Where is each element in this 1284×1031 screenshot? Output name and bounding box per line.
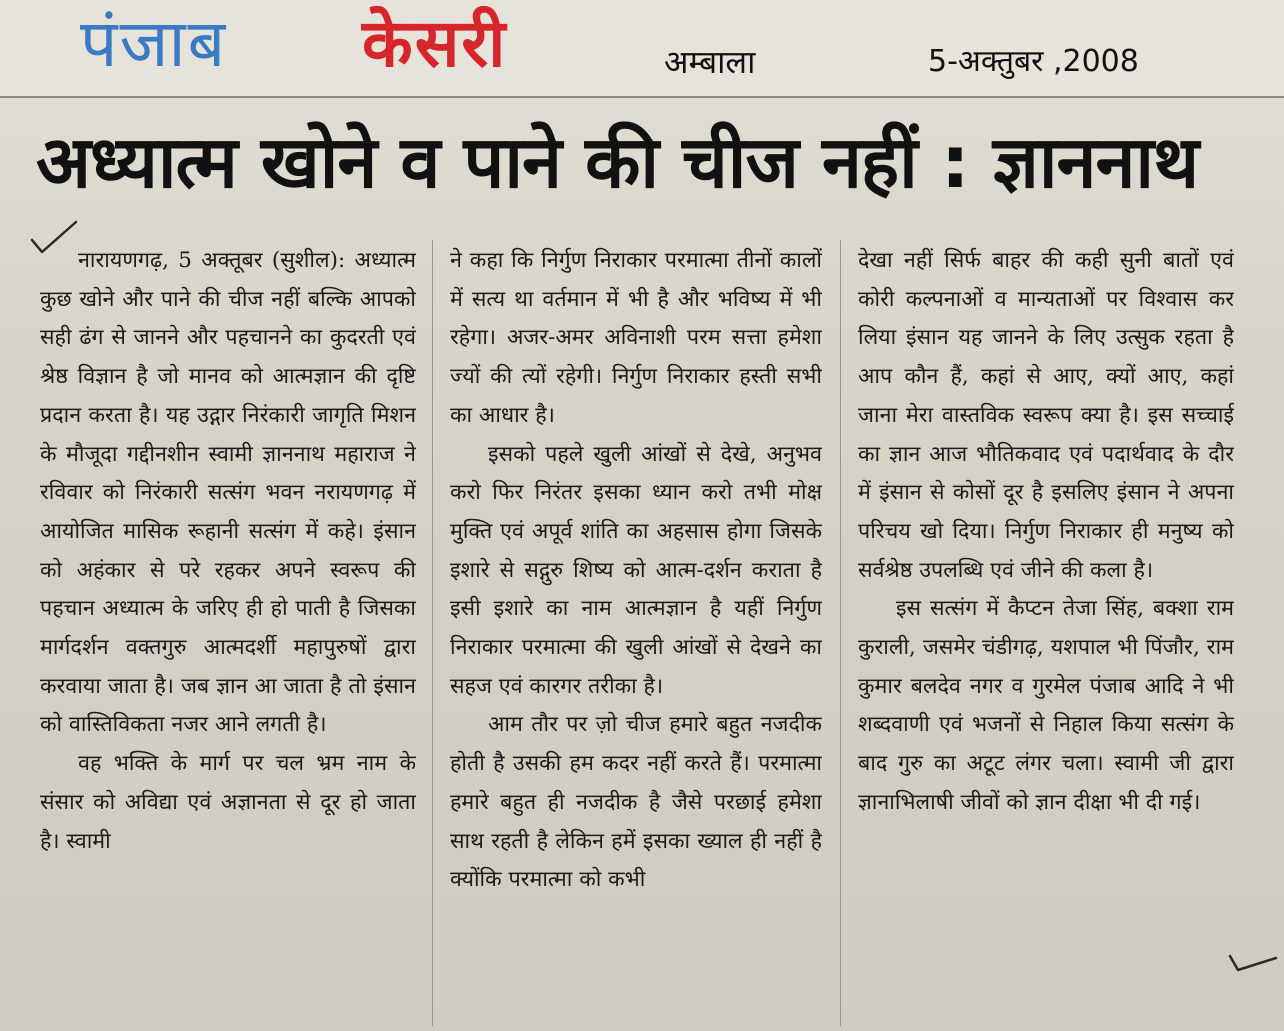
article-paragraph: देखा नहीं सिर्फ बाहर की कही सुनी बातों एवं कोरी कल्पनाओं व मान्यताओं पर विश्वास कर लिया इंसान यह जानने के लिए उत्सुक रहता है आप कौन हैं, कहां से आए, क्यों आए, कहां जाना मेरा वास्तविक स्वरूप क्या है। इस सच्चाई का ज्ञान आज भौतिकवाद एवं पदार्थवाद के दौर में इंसान से कोसों दूर है इसलिए इंसान ने अपना परिचय खो दिया। निर्गुण निराकार ही मनुष्य को सर्वश्रेष्ठ उपलब्धि एवं जीने की कला है।	[858, 248, 1234, 583]
column-divider	[432, 240, 433, 1026]
handwritten-tick-icon	[1226, 938, 1280, 982]
article-column-1	[40, 242, 416, 1027]
masthead	[0, 0, 1284, 98]
article-paragraph: ने कहा कि निर्गुण निराकार परमात्मा तीनों कालों में सत्य था वर्तमान में भी है और भविष्य में भी रहेगा। अजर-अमर अविनाशी परम सत्ता हमेशा ज्यों की त्यों रहेगी। निर्गुण निराकार हस्ती सभी का आधार है।	[450, 248, 822, 428]
edition-city: अम्बाला	[664, 43, 756, 81]
article-paragraph: इसको पहले खुली आंखों से देखे, अनुभव करो फिर निरंतर इसका ध्यान करो तभी मोक्ष मुक्ति एवं अपूर्व शांति का अहसास होगा जिसके इशारे से सद्गुरु शिष्य को आत्म-दर्शन कराता है इसी इशारे का नाम आत्मज्ञान है यहीं निर्गुण निराकार परमात्मा की खुली आंखों से देखने का सहज एवं कारगर तरीका है।	[450, 441, 822, 699]
article-column-2	[450, 242, 822, 1027]
article-paragraph: इस सत्संग में कैप्टन तेजा सिंह, बक्शा राम कुराली, जसमेर चंडीगढ़, यशपाल भी पिंजौर, राम कुमार बलदेव नगर व गुरमेल पंजाब आदि ने भी शब्दवाणी एवं भजनों से निहाल किया सत्संग के बाद गुरु का अटूट लंगर चला। स्वामी जी द्वारा ज्ञानाभिलाषी जीवों को ज्ञान दीक्षा भी दी गई।	[858, 596, 1234, 815]
article-headline: अध्यात्म खोने व पाने की चीज नहीं : ज्ञाननाथ	[36, 120, 1199, 204]
paper-name-kesari: केसरी	[362, 5, 508, 82]
article-paragraph: नारायणगढ़, 5 अक्तूबर (सुशील): अध्यात्म कुछ खोने और पाने की चीज नहीं बल्कि आपको सही ढंग से जानने और पहचानने का कुदरती एवं श्रेष्ठ विज्ञान है जो मानव को आत्मज्ञान की दृष्टि प्रदान करता है। यह उद्गार निरंकारी जागृति मिशन के मौजूदा गद्दीनशीन स्वामी ज्ञाननाथ महाराज ने रविवार को निरंकारी सत्संग भवन नरायणगढ़ में आयोजित मासिक रूहानी सत्संग में कहे। इंसान को अहंकार से परे रहकर अपने स्वरूप की पहचान अध्यात्म के जरिए ही हो पाती है जिसका मार्गदर्शन वक्तगुरु आत्मदर्शी महापुरुषों द्वारा करवाया जाता है। जब ज्ञान आ जाता है तो इंसान को वास्तिविकता नजर आने लगती है।	[40, 248, 416, 738]
article-paragraph: आम तौर पर ज़ो चीज हमारे बहुत नजदीक होती है उसकी हम कदर नहीं करते हैं। परमात्मा हमारे बहुत ही नजदीक है जैसे परछाई हमेशा साथ रहती है लेकिन हमें इसका ख्याल ही नहीं है क्योंकि परमात्मा को कभी	[450, 712, 822, 893]
column-divider	[840, 240, 841, 1026]
paper-name-punjab: पंजाब	[80, 5, 228, 82]
article-column-3	[858, 242, 1234, 1027]
edition-date: 5-अक्तुबर ,2008	[928, 44, 1139, 79]
article-paragraph: वह भक्ति के मार्ग पर चल भ्रम नाम के संसार को अविद्या एवं अज्ञानता से दूर हो जाता है। स्वामी	[40, 751, 416, 854]
